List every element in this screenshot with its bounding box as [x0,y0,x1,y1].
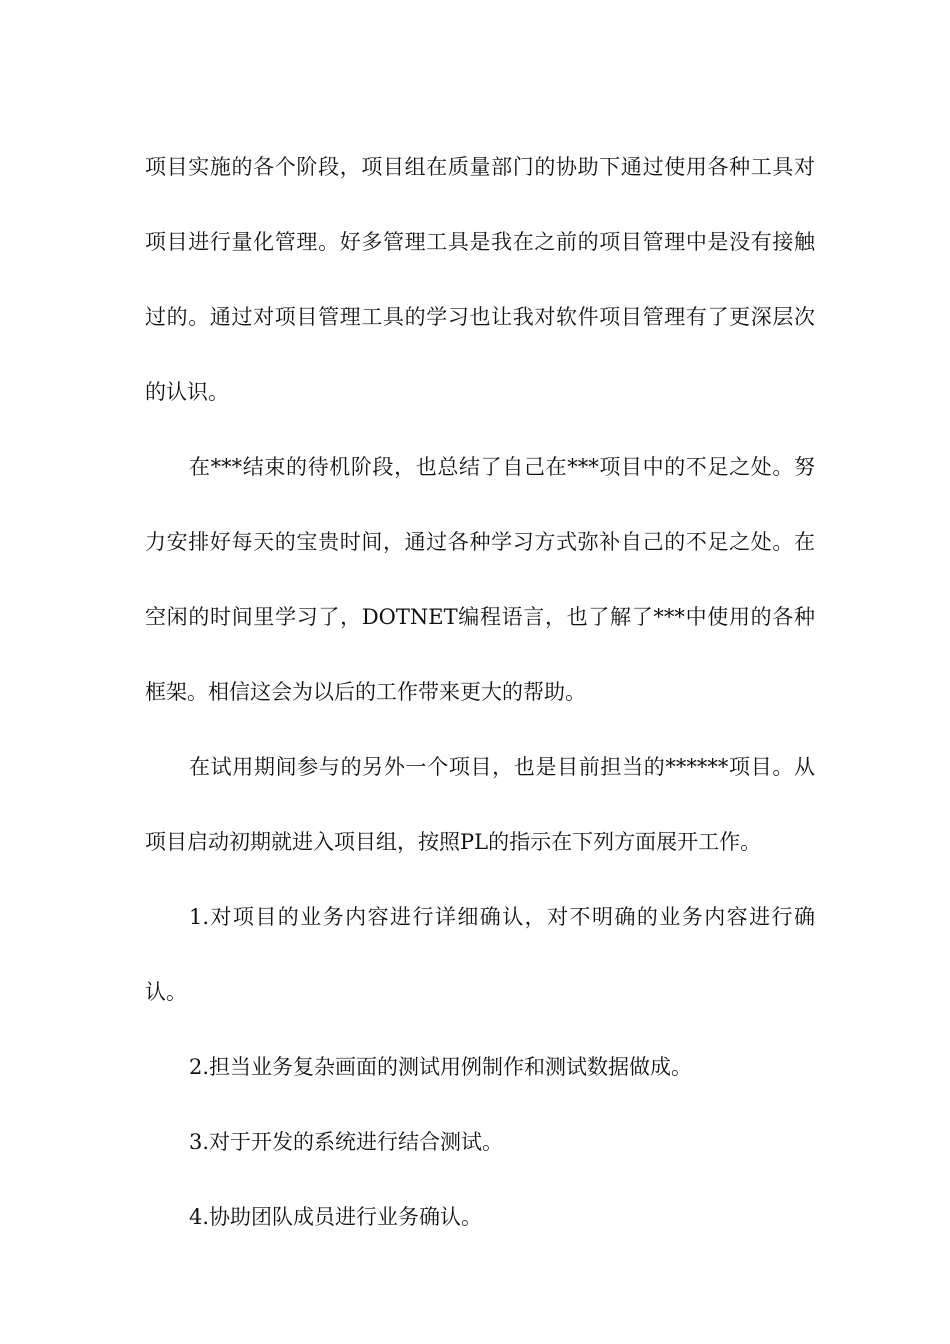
paragraph-project-tools: 项目实施的各个阶段，项目组在质量部门的协助下通过使用各种工具对项目进行量化管理。好多管理工具是我在之前的项目管理中是没有接触过的。通过对项目管理工具的学习也让我对软件项目管理有了更深层次的认识。 [145,155,815,404]
paragraph-current-project: 在试用期间参与的另外一个项目，也是目前担当的******项目。从项目启动初期就进入项目组，按照PL的指示在下列方面展开工作。 [145,755,815,854]
list-item-integration-testing: 3.对于开发的系统进行结合测试。 [189,1130,504,1154]
list-item-team-support: 4.协助团队成员进行业务确认。 [189,1205,483,1229]
paragraph-standby-summary: 在***结束的待机阶段，也总结了自己在***项目中的不足之处。努力安排好每天的宝贵时间，通过各种学习方式弥补自己的不足之处。在空闲的时间里学习了，DOTNET编程语言，也了解了***中使用的各种框架。相信这会为以后的工作带来更大的帮助。 [145,455,815,704]
list-item-business-confirmation: 1.对项目的业务内容进行详细确认，对不明确的业务内容进行确认。 [145,905,815,1004]
document-body [145,130,815,1255]
list-item-test-cases: 2.担当业务复杂画面的测试用例制作和测试数据做成。 [189,1055,693,1079]
